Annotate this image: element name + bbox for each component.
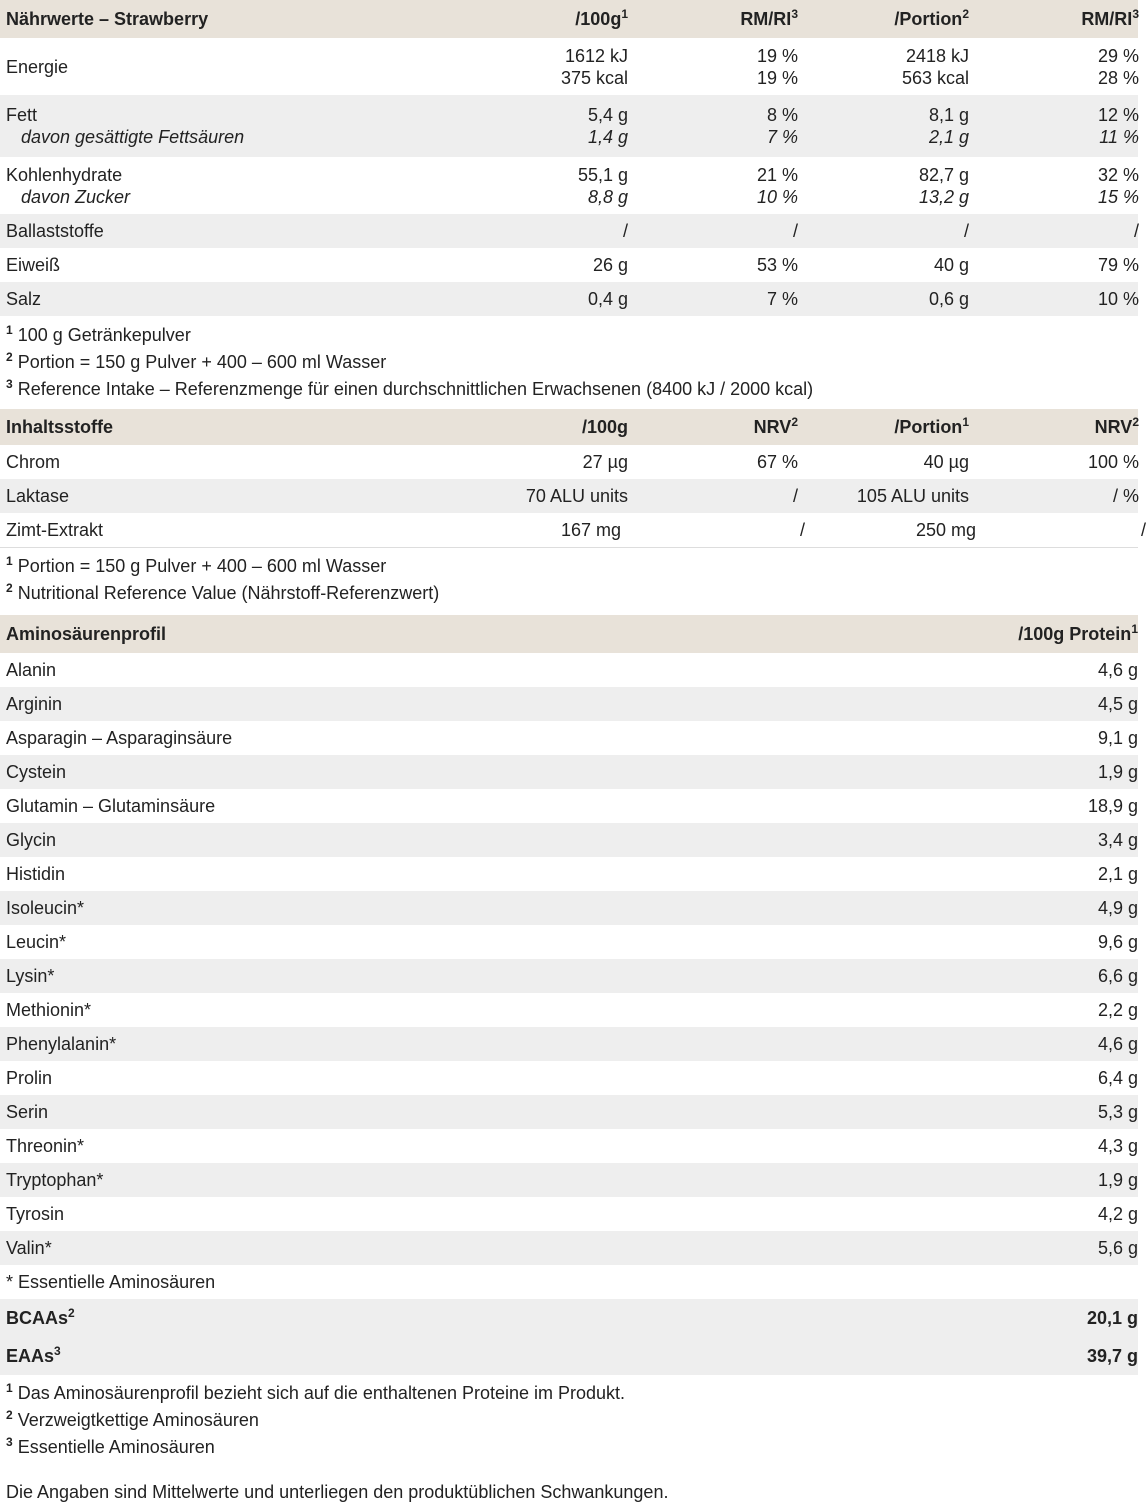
row-label: Eiweiß — [6, 254, 61, 275]
inhaltsstoffe-table — [0, 409, 1146, 615]
value: 5,3 g — [1097, 1101, 1138, 1122]
value: 82,7 g — [918, 164, 969, 185]
eaa-row — [0, 1337, 1138, 1375]
value: / — [1133, 220, 1139, 241]
value: / — [792, 220, 798, 241]
row-label: Cystein — [6, 761, 67, 782]
value: 39,7 g — [1086, 1345, 1138, 1366]
row-label: Energie — [6, 56, 69, 77]
row-label: Fett — [6, 105, 38, 125]
value: 7 % — [766, 288, 798, 309]
value: 167 mg — [560, 519, 621, 540]
value: 1612 kJ — [564, 45, 628, 66]
value: 8 % — [766, 105, 798, 125]
header-value: /100g Protein$^1$ — [1018, 621, 1138, 644]
table-row — [0, 1061, 1138, 1095]
value: 250 mg — [915, 519, 976, 540]
table-row — [0, 214, 1138, 248]
value: 5,4 g — [587, 105, 628, 125]
row-label: Valin* — [6, 1237, 52, 1258]
header-per100: $/100g^1$ — [575, 6, 628, 29]
value: 105 ALU units — [856, 485, 969, 506]
row-label: Tyrosin — [6, 1203, 65, 1224]
value: 40 µg — [923, 451, 969, 472]
value: 9,1 g — [1097, 727, 1138, 748]
essential-note: * Essentielle Aminosäuren — [6, 1271, 216, 1292]
table-row — [0, 687, 1138, 721]
value: 32 % — [1097, 164, 1139, 185]
row-label: Zimt-Extrakt — [6, 519, 103, 540]
value: 0,4 g — [587, 288, 628, 309]
table-row — [0, 1095, 1138, 1129]
header-nrv100: NRV$^2$ — [753, 414, 798, 437]
row-label: Chrom — [6, 451, 61, 472]
table-row — [0, 1231, 1138, 1265]
value: 0,6 g — [928, 288, 969, 309]
row-label: Methionin* — [6, 999, 92, 1020]
amino-footnotes — [0, 1375, 1138, 1461]
value: 375 kcal — [560, 67, 628, 88]
value: 40 g — [933, 254, 969, 275]
footnote: $^2$ Verzweigtkettige Aminosäuren — [6, 1408, 259, 1430]
value: 100 % — [1087, 451, 1139, 472]
value: 79 % — [1097, 254, 1139, 275]
value: 67 % — [756, 451, 798, 472]
value: 18,9 g — [1087, 795, 1138, 816]
value: 8,1 g — [928, 105, 969, 125]
value: 5,6 g — [1097, 1237, 1138, 1258]
footnote: $^1$ 100 g Getränkepulver — [6, 323, 191, 345]
value: 4,9 g — [1097, 897, 1138, 918]
value: 4,6 g — [1097, 1033, 1138, 1054]
naehrwerte-header — [0, 0, 1138, 38]
row-kohlenhydrate — [0, 157, 1138, 214]
row-label: Alanin — [6, 659, 57, 680]
value: / — [799, 519, 805, 540]
value: / — [792, 485, 798, 506]
row-label: Tryptophan* — [6, 1169, 104, 1190]
footnote: $^3$ Essentielle Aminosäuren — [6, 1435, 215, 1457]
row-label: Glutamin – Glutaminsäure — [6, 795, 216, 816]
value: 11 % — [1099, 127, 1139, 147]
value: 6,4 g — [1097, 1067, 1138, 1088]
row-label: Leucin* — [6, 931, 67, 952]
inhaltsstoffe-footnotes — [0, 547, 1138, 615]
value: 15 % — [1097, 186, 1139, 207]
footnote: $^2$ Portion = 150 g Pulver + 400 – 600 ml Wasser — [6, 350, 387, 372]
row-label: EAAs$^3$ — [6, 1343, 61, 1366]
table-row — [0, 1129, 1138, 1163]
value: 7 % — [766, 127, 798, 147]
row-label: Glycin — [6, 829, 57, 850]
header-portion: /Portion$^1$ — [894, 414, 969, 437]
value: 4,3 g — [1097, 1135, 1138, 1156]
bcaa-row — [0, 1299, 1138, 1337]
disclaimer: Die Angaben sind Mittelwerte und unterliegen den produktüblichen Schwankungen. — [6, 1482, 669, 1502]
row-label: Asparagin – Asparaginsäure — [6, 727, 233, 748]
value: 1,9 g — [1097, 1169, 1138, 1190]
table-row — [0, 891, 1138, 925]
value: 27 µg — [582, 451, 628, 472]
row-sublabel: davon Zucker — [21, 186, 131, 207]
row-label: Salz — [6, 288, 42, 309]
value: 2,2 g — [1097, 999, 1138, 1020]
value: 28 % — [1097, 67, 1139, 88]
row-label: Laktase — [6, 485, 70, 506]
table-row — [0, 1163, 1138, 1197]
table-row — [0, 993, 1138, 1027]
table-row — [0, 282, 1138, 316]
row-label: Threonin* — [6, 1135, 85, 1156]
header-label: Nährwerte – Strawberry — [6, 8, 209, 29]
value: / — [622, 220, 628, 241]
amino-rows — [0, 653, 1138, 1265]
value: 4,2 g — [1097, 1203, 1138, 1224]
value: 19 % — [756, 67, 798, 88]
value: 6,6 g — [1097, 965, 1138, 986]
value: 13,2 g — [918, 186, 969, 207]
row-label: BCAAs$^2$ — [6, 1305, 75, 1328]
aminosaeuren-table — [0, 615, 1138, 1506]
table-row — [0, 1027, 1138, 1061]
value: 2,1 g — [1097, 863, 1138, 884]
value: 1,9 g — [1097, 761, 1138, 782]
table-row — [0, 721, 1138, 755]
row-label: Lysin* — [6, 965, 55, 986]
value: 4,5 g — [1097, 693, 1138, 714]
value: 1,4 g — [587, 127, 628, 147]
row-energie — [0, 38, 1138, 95]
row-fett — [0, 95, 1138, 157]
value: 29 % — [1097, 45, 1139, 66]
header-ri100: $RM/RI^3$ — [740, 6, 798, 29]
value: 70 ALU units — [525, 485, 628, 506]
header-ri-portion: $RM/RI^3$ — [1081, 6, 1139, 29]
row-label: Kohlenhydrate — [6, 164, 123, 185]
row-label: Arginin — [6, 693, 63, 714]
table-row — [0, 925, 1138, 959]
row-label: Isoleucin* — [6, 897, 85, 918]
value: 20,1 g — [1086, 1307, 1138, 1328]
table-row — [0, 248, 1138, 282]
header-label: Aminosäurenprofil — [6, 623, 167, 644]
table-row — [0, 857, 1138, 891]
value: 2,1 g — [928, 127, 969, 147]
value: 21 % — [756, 164, 798, 185]
footnote: $^3$ Reference Intake – Referenzmenge für einen durchschnittlichen Erwachsenen (8400 kJ / 2000 kcal) — [6, 377, 814, 399]
naehrwerte-table — [0, 0, 1138, 409]
table-row — [0, 959, 1138, 993]
value: 26 g — [592, 254, 628, 275]
value: 55,1 g — [577, 164, 628, 185]
value: 3,4 g — [1097, 829, 1138, 850]
row-label: Phenylalanin* — [6, 1033, 117, 1054]
value: 8,8 g — [587, 186, 628, 207]
value: / % — [1112, 485, 1139, 506]
table-row — [0, 755, 1138, 789]
value: 10 % — [1097, 288, 1139, 309]
table-row — [0, 445, 1138, 479]
value: 53 % — [756, 254, 798, 275]
table-row — [0, 823, 1138, 857]
table-row — [0, 1197, 1138, 1231]
table-row — [0, 513, 1146, 547]
value: 10 % — [756, 186, 798, 207]
value: 19 % — [756, 45, 798, 66]
footnote: $^1$ Das Aminosäurenprofil bezieht sich auf die enthaltenen Proteine im Produkt. — [6, 1381, 626, 1403]
value: 9,6 g — [1097, 931, 1138, 952]
header-label: Inhaltsstoffe — [6, 416, 114, 437]
amino-header — [0, 615, 1138, 653]
row-label: Ballaststoffe — [6, 220, 104, 241]
table-row — [0, 789, 1138, 823]
header-nrv-portion: NRV$^2$ — [1094, 414, 1139, 437]
row-label: Serin — [6, 1101, 49, 1122]
inhaltsstoffe-header — [0, 409, 1138, 445]
header-portion: /Portion$^2$ — [894, 6, 969, 29]
table-row — [0, 653, 1138, 687]
table-row — [0, 479, 1138, 513]
header-per100: /100g — [581, 416, 628, 437]
value: / — [963, 220, 969, 241]
row-label: Prolin — [6, 1067, 53, 1088]
row-label: Histidin — [6, 863, 66, 884]
value: 563 kcal — [901, 67, 969, 88]
footnote: $^1$ Portion = 150 g Pulver + 400 – 600 ml Wasser — [6, 554, 387, 576]
naehrwerte-footnotes — [0, 316, 1138, 409]
value: 12 % — [1097, 105, 1139, 125]
value: / — [1140, 519, 1146, 540]
footnote: $^2$ Nutritional Reference Value (Nährstoff-Referenzwert) — [6, 581, 440, 603]
row-sublabel: davon gesättigte Fettsäuren — [21, 127, 245, 147]
value: 4,6 g — [1097, 659, 1138, 680]
value: 2418 kJ — [905, 45, 969, 66]
